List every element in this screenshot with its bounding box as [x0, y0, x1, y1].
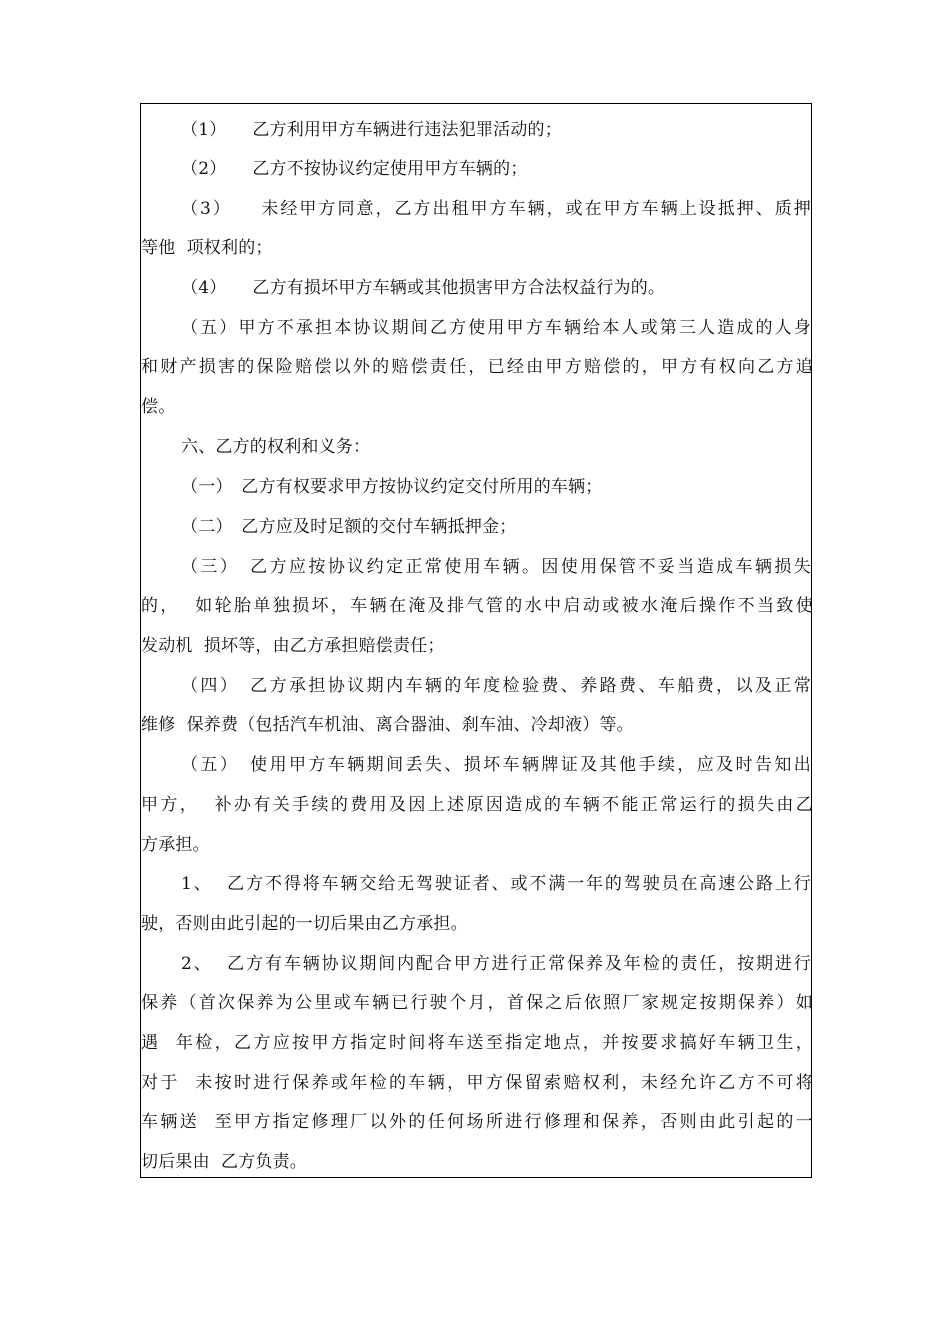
- clause-line: 切后果由 乙方负责。: [141, 1152, 308, 1172]
- clause-line: （五） 使用甲方车辆期间丢失、损坏车辆牌证及其他手续，应及时告知出: [181, 755, 811, 775]
- section-heading: 六、乙方的权利和义务：: [181, 437, 371, 457]
- clause-line: （4） 乙方有损坏甲方车辆或其他损害甲方合法权益行为的。: [181, 278, 666, 298]
- clause-line: 等他 项权利的；: [141, 238, 273, 258]
- clause-line: 对于 未按时进行保养或年检的车辆，甲方保留索赔权利，未经允许乙方不可将: [141, 1073, 813, 1093]
- clause-line: 和财产损害的保险赔偿以外的赔偿责任，已经由甲方赔偿的，甲方有权向乙方追: [141, 357, 813, 377]
- clause-line: 的， 如轮胎单独损坏，车辆在淹及排气管的水中启动或被水淹后操作不当致使: [141, 596, 813, 616]
- clause-line: （二） 乙方应及时足额的交付车辆抵押金；: [181, 517, 517, 537]
- clause-line: 驶，否则由此引起的一切后果由乙方承担。: [141, 914, 468, 934]
- clause-line: 2、 乙方有车辆协议期间内配合甲方进行正常保养及年检的责任，按期进行: [181, 954, 811, 974]
- clause-line: 发动机 损坏等，由乙方承担赔偿责任；: [141, 636, 445, 656]
- clause-line: （三） 乙方应按协议约定正常使用车辆。因使用保管不妥当造成车辆损失: [181, 557, 811, 577]
- clause-line: 方承担。: [141, 835, 210, 855]
- clause-line: 遇 年检，乙方应按甲方指定时间将车送至指定地点，并按要求搞好车辆卫生，: [141, 1033, 813, 1053]
- clause-line: （1） 乙方利用甲方车辆进行违法犯罪活动的；: [181, 120, 562, 140]
- clause-line: （四） 乙方承担协议期内车辆的年度检验费、养路费、车船费，以及正常: [181, 676, 811, 696]
- clause-line: 车辆送 至甲方指定修理厂以外的任何场所进行修理和保养，否则由此引起的一: [141, 1112, 813, 1132]
- clause-line: （2） 乙方不按协议约定使用甲方车辆的；: [181, 159, 528, 179]
- clause-line: 1、 乙方不得将车辆交给无驾驶证者、或不满一年的驾驶员在高速公路上行: [181, 874, 811, 894]
- clause-line: 维修 保养费（包括汽车机油、离合器油、刹车油、冷却液）等。: [141, 715, 634, 735]
- clause-line: （五）甲方不承担本协议期间乙方使用甲方车辆给本人或第三人造成的人身: [181, 318, 811, 338]
- clause-line: 甲方， 补办有关手续的费用及因上述原因造成的车辆不能正常运行的损失由乙: [141, 795, 813, 815]
- clause-line: （一） 乙方有权要求甲方按协议约定交付所用的车辆；: [181, 477, 603, 497]
- clause-line: 保养（首次保养为公里或车辆已行驶个月，首保之后依照厂家规定按期保养）如: [141, 993, 813, 1013]
- clause-line: 偿。: [141, 397, 176, 417]
- clause-line: （3） 未经甲方同意，乙方出租甲方车辆，或在甲方车辆上设抵押、质押: [181, 199, 811, 219]
